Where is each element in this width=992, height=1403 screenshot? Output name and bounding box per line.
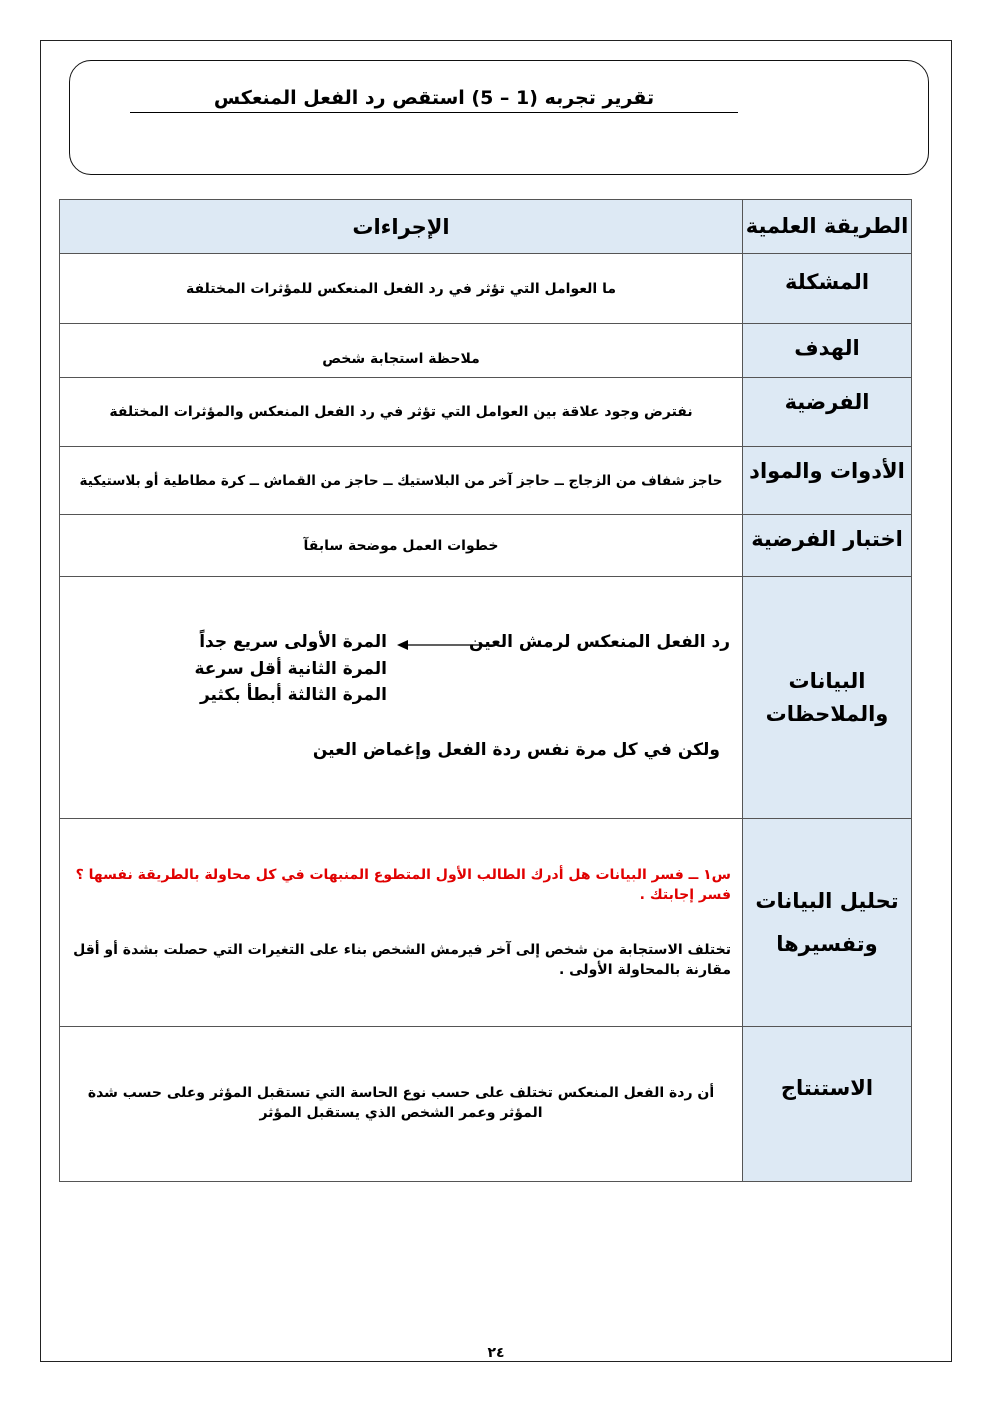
row-data (60, 577, 912, 819)
value-data (60, 577, 743, 819)
value-conclusion: أن ردة الفعل المنعكس تختلف على حسب نوع الحاسة التي تستقبل المؤثر وعلى حسب شدة المؤثر وعمر الشخص الذي يستقبل المؤثر (60, 1027, 743, 1182)
analysis-question: س١ ــ فسر البيانات هل أدرك الطالب الأول المتطوع المنبهات في كل محاولة بالطريقة نفسها ؟ فسر إجابتك . (75, 866, 731, 904)
header-procedures: الإجراءات (60, 200, 743, 254)
value-tools: حاجز شفاف من الزجاج ــ حاجز آخر من البلاستيك ــ حاجز من القماش ــ كرة مطاطية أو بلاستيكية (60, 447, 743, 515)
label-hypothesis: الفرضية (743, 378, 912, 447)
row-conclusion (60, 1027, 912, 1182)
label-conclusion: الاستنتاج (743, 1027, 912, 1182)
arrow-left-icon (397, 639, 497, 651)
label-data (743, 577, 912, 819)
data-first: المرة الأولى سريع جداً (199, 632, 387, 652)
label-test: اختبار الفرضية (743, 515, 912, 577)
row-hypothesis (60, 378, 912, 447)
data-second: المرة الثانية أقل سرعة (194, 659, 387, 679)
value-analysis (60, 819, 743, 1027)
table-header-row (60, 200, 912, 254)
label-problem: المشكلة (743, 254, 912, 324)
value-goal: ملاحظة استجابة شخص (60, 324, 743, 378)
row-tools (60, 447, 912, 515)
data-third: المرة الثالثة أبطأ بكثير (199, 685, 387, 705)
label-analysis-line1: تحليل البيانات (755, 888, 899, 913)
label-data-line1: البيانات (788, 668, 866, 693)
row-problem (60, 254, 912, 324)
value-problem: ما العوامل التي تؤثر في رد الفعل المنعكس للمؤثرات المختلفة (60, 254, 743, 324)
value-test: خطوات العمل موضحة سابقآ (60, 515, 743, 577)
row-test (60, 515, 912, 577)
label-goal: الهدف (743, 324, 912, 378)
page-number: ٢٤ (487, 1345, 505, 1361)
data-but: ولكن في كل مرة نفس ردة الفعل وإغماض العين (312, 740, 720, 760)
row-analysis (60, 819, 912, 1027)
label-analysis-line2: وتفسيرها (776, 931, 878, 956)
row-goal (60, 324, 912, 378)
scientific-method-table (59, 199, 912, 1182)
value-hypothesis: نفترض وجود علاقة بين العوامل التي تؤثر في رد الفعل المنعكس والمؤثرات المختلفة (60, 378, 743, 447)
analysis-answer: تختلف الاستجابة من شخص إلى آخر فيرمش الشخص بناء على التغيرات التي حصلت بشدة أو أقل مقارنة بالمحاولة الأولى . (73, 941, 731, 978)
data-reflex: رد الفعل المنعكس لرمش العين (468, 632, 730, 652)
label-data-line2: والملاحظات (765, 701, 889, 726)
label-analysis (743, 819, 912, 1027)
title-box (69, 60, 929, 175)
header-method: الطريقة العلمية (743, 200, 912, 254)
label-tools: الأدوات والمواد (743, 447, 912, 515)
report-title: تقرير تجربه (1 – 5) استقص رد الفعل المنعكس (130, 87, 738, 113)
